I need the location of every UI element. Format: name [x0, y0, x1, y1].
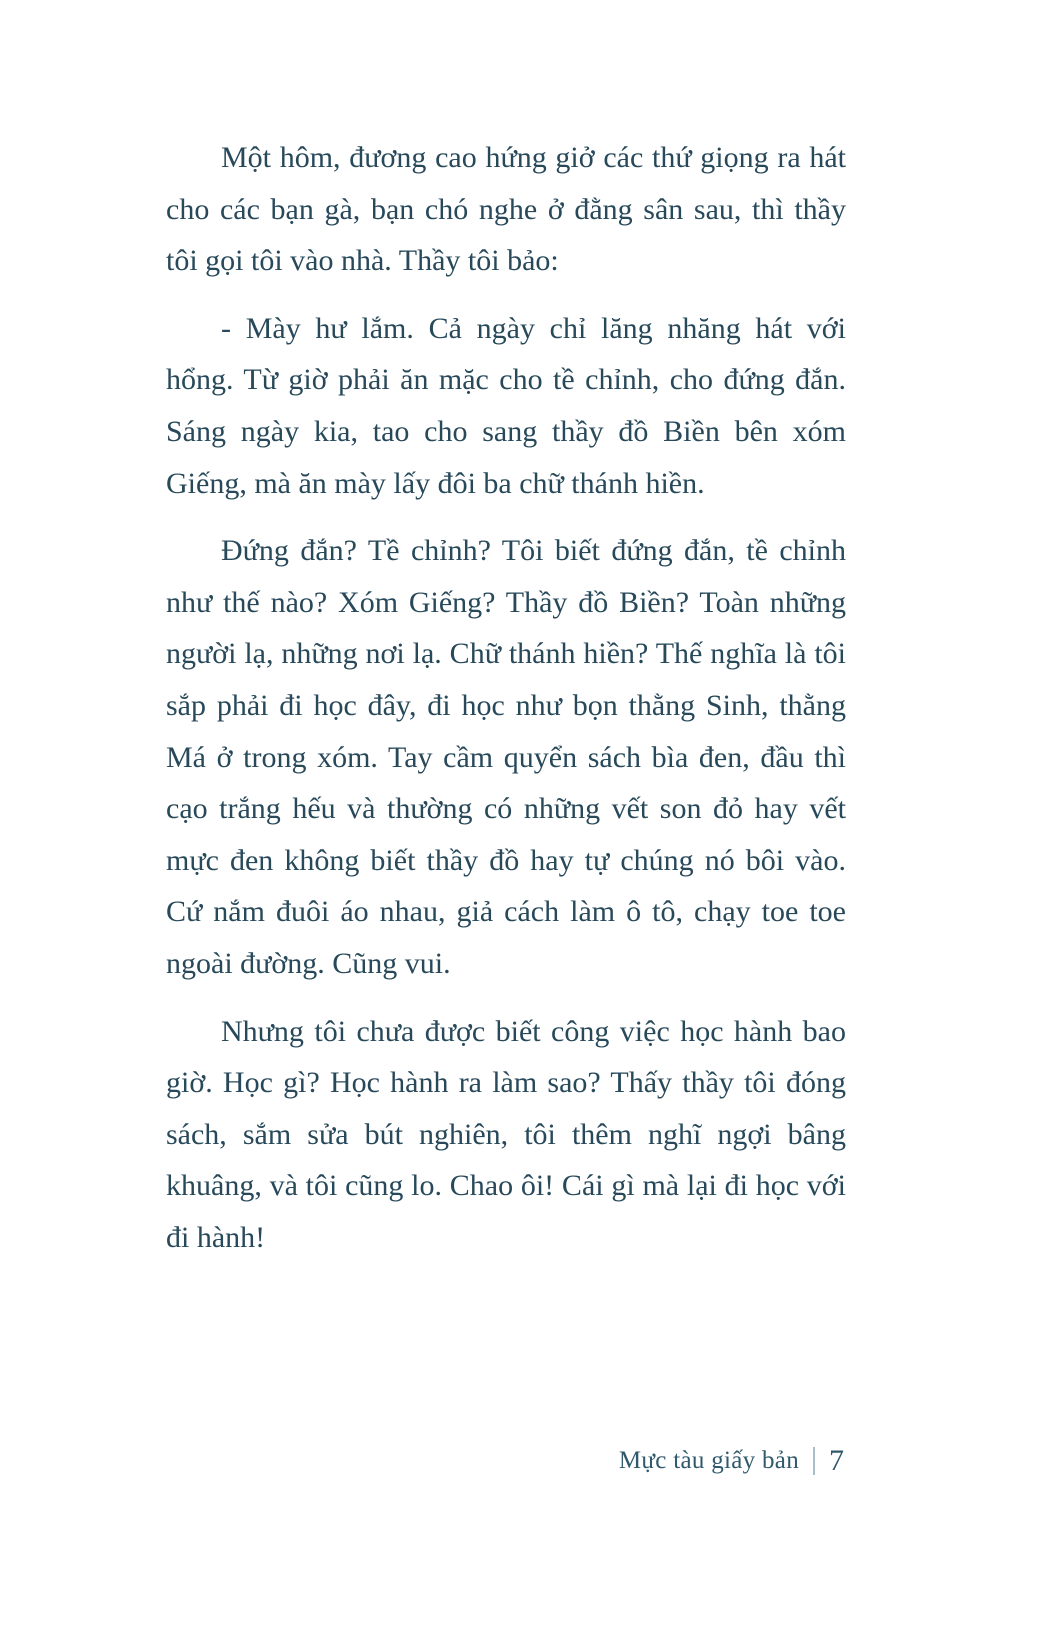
paragraph: Nhưng tôi chưa được biết công việc học hành bao giờ. Học gì? Học hành ra làm sao? Thấy thầy tôi đóng sách, sắm sửa bút nghiên, tôi thêm nghĩ ngợi bâng khuâng, và tôi cũng lo. Chao ôi! Cái gì mà lại đi học với đi hành!	[166, 1014, 846, 1254]
paragraph: Đứng đắn? Tề chỉnh? Tôi biết đứng đắn, tề chỉnh như thế nào? Xóm Giếng? Thầy đồ Biền? Toàn những người lạ, những nơi lạ. Chữ thánh hiền? Thế nghĩa là tôi sắp phải đi học đây, đi học như bọn thằng Sinh, thằng Má ở trong xóm. Tay cầm quyển sách bìa đen, đầu thì cạo trắng hếu và thường có những vết son đỏ hay vết mực đen không biết thầy đồ hay tự chúng nó bôi vào. Cứ nắm đuôi áo nhau, giả cách làm ô tô, chạy toe toe ngoài đường. Cũng vui.	[166, 534, 846, 980]
paragraph: Một hôm, đương cao hứng giở các thứ giọng ra hát cho các bạn gà, bạn chó nghe ở đằng sân sau, thì thầy tôi gọi tôi vào nhà. Thầy tôi bảo:	[166, 141, 846, 278]
body-text	[166, 132, 846, 1279]
footer-divider	[813, 1447, 815, 1475]
footer-book-title: Mực tàu giấy bản	[618, 1447, 799, 1474]
footer-page-number: 7	[829, 1444, 844, 1477]
page-footer	[619, 1444, 844, 1478]
paragraph: - Mày hư lắm. Cả ngày chỉ lăng nhăng hát với hổng. Từ giờ phải ăn mặc cho tề chỉnh, cho đứng đắn. Sáng ngày kia, tao cho sang thầy đồ Biền bên xóm Giếng, mà ăn mày lấy đôi ba chữ thánh hiền.	[166, 311, 846, 500]
